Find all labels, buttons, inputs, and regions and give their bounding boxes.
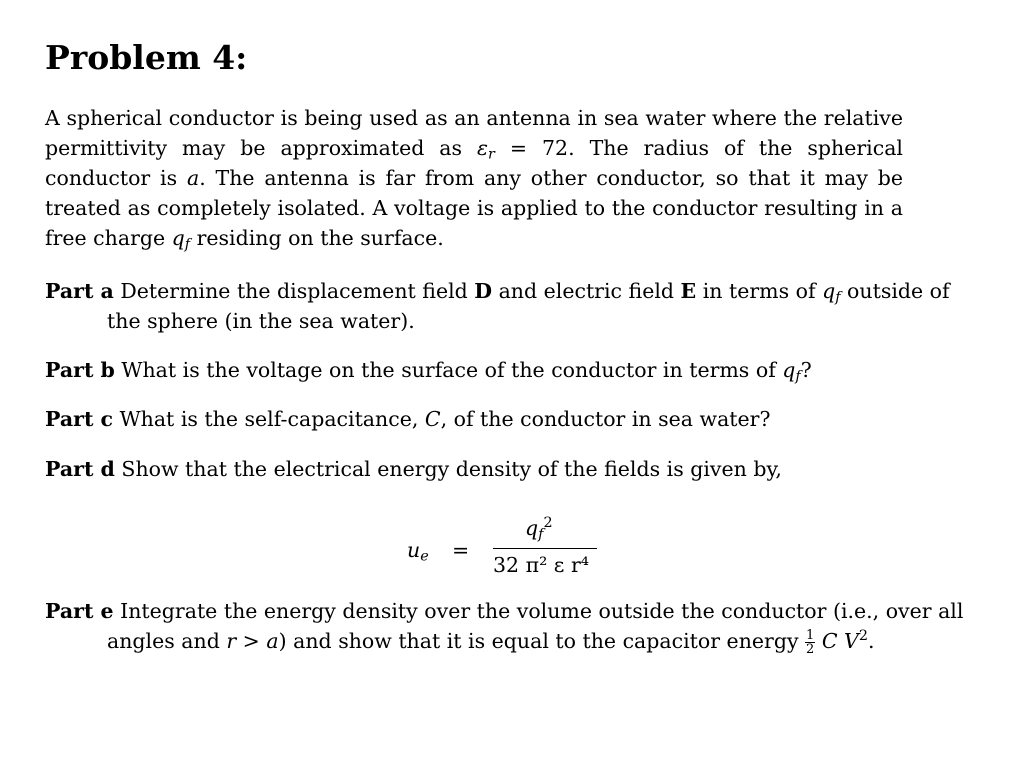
fraction-bar	[493, 548, 597, 549]
part-b: Part b What is the voltage on the surface of the conductor in terms of $q_f$?	[45, 358, 812, 385]
fraction-numerator: $q_f^2$	[525, 515, 553, 543]
problem-intro: A spherical conductor is being used as an antenna in sea water where the relative permittivity may be approximated as $\varepsilon_r = 72$. The radius of the spherical conductor is a. The antenna is far from any other conductor, so that it may be treated as completely isolated. A voltage is applied to the conductor resulting in a free charge $q_f$ residing on the surface.	[45, 106, 904, 253]
fraction-denominator: 32 π² ε r⁴	[493, 553, 589, 577]
part-a: Part a Determine the displacement field D and electric field E in terms of $q_f$ outside of the sphere (in the sea water).	[45, 279, 950, 333]
part-a-label: Part a	[45, 279, 114, 303]
equals-sign: =	[452, 538, 470, 562]
energy-density-equation	[400, 510, 620, 582]
part-e: Part e Integrate the energy density over the volume outside the conductor (i.e., over all angles and r > a) and show that it is equal to the capacitor energy $\frac{1}{2}$ C $V^2$.	[45, 599, 964, 657]
part-e-label: Part e	[45, 599, 114, 623]
part-c-label: Part c	[45, 407, 114, 431]
part-c: Part c What is the self-capacitance, C, of the conductor in sea water?	[45, 407, 771, 431]
problem-title: Problem 4:	[45, 38, 248, 77]
part-d-label: Part d	[45, 457, 115, 481]
one-half-fraction: $\frac{1}{2}$	[806, 628, 815, 657]
equation-lhs: $u_e$	[407, 538, 429, 565]
part-d: Part d Show that the electrical energy density of the fields is given by,	[45, 457, 782, 481]
part-b-label: Part b	[45, 358, 115, 382]
